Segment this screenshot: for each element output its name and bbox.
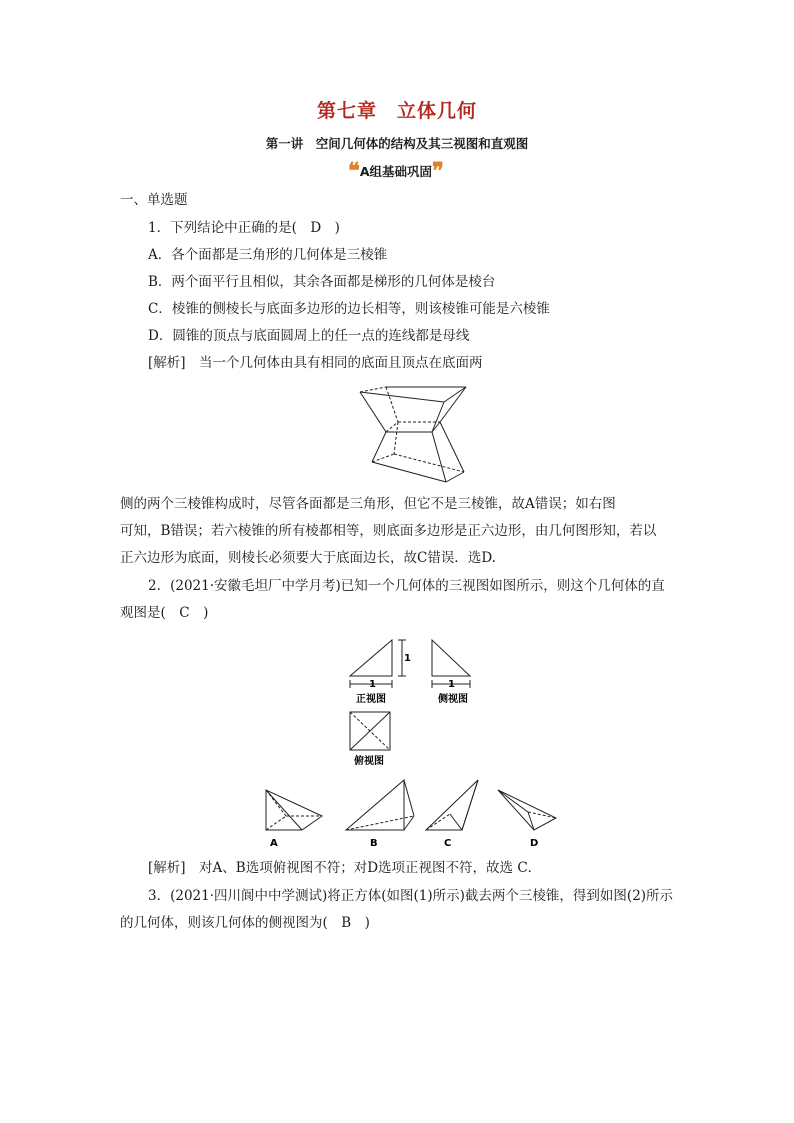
choice-a-label: A — [270, 838, 278, 849]
q1-option-d: D．圆锥的顶点与底面圆周上的任一点的连线都是母线 — [148, 328, 470, 344]
q1-option-b: B．两个面平行且相似，其余各面都是梯形的几何体是棱台 — [148, 274, 496, 290]
choice-b-label: B — [370, 838, 378, 849]
choice-c-label: C — [444, 838, 452, 849]
part-heading: 一、单选题 — [120, 192, 188, 208]
q1-stem: 1．下列结论中正确的是( D ) — [148, 220, 340, 236]
side-view-caption: 侧视图 — [438, 694, 468, 705]
q2-stem-line1: 2．(2021·安徽毛坦厂中学月考)已知一个几何体的三视图如图所示，则这个几何体的直 — [148, 578, 665, 594]
q1-option-a: A．各个面都是三角形的几何体是三棱锥 — [148, 247, 388, 263]
choice-d-label: D — [530, 838, 539, 849]
q2-side-view — [428, 636, 488, 708]
q1-analysis-line2: 侧的两个三棱锥构成时，尽管各面都是三角形，但它不是三棱锥，故A错误；如右图 — [120, 496, 616, 512]
q3-stem-line1: 3．(2021·四川阆中中学测试)将正方体(如图(1)所示)截去两个三棱锥，得到如图(2)所示 — [148, 888, 674, 904]
section-title: 第一讲 空间几何体的结构及其三视图和直观图 — [265, 136, 529, 151]
front-view-height-label: 1 — [404, 653, 411, 664]
top-view-caption: 俯视图 — [354, 756, 384, 767]
q1-option-c: C．棱锥的侧棱长与底面多边形的边长相等，则该棱锥可能是六棱锥 — [148, 301, 550, 317]
q2-choice-b-figure — [342, 776, 416, 848]
close-quote-icon: ❞ — [432, 158, 444, 184]
group-label: A组基础巩固 — [359, 164, 433, 179]
open-quote-icon: ❝ — [348, 158, 360, 184]
q2-top-view — [346, 710, 396, 768]
q1-analysis-line4: 正六边形为底面，则棱长必须要大于底面边长，故C错误．选D. — [120, 550, 496, 566]
q1-solid-figure — [360, 384, 470, 488]
q2-choice-d-figure — [494, 786, 562, 848]
q2-front-view — [342, 636, 412, 708]
q2-choice-a-figure — [262, 786, 330, 848]
chapter-title: 第七章 立体几何 — [316, 100, 477, 122]
side-view-width-label: 1 — [448, 679, 455, 690]
q1-analysis-line1: [解析] 当一个几何体由具有相同的底面且顶点在底面两 — [148, 355, 483, 371]
q2-choice-c-figure — [422, 776, 482, 848]
front-view-width-label: 1 — [369, 679, 376, 690]
q2-stem-line2: 观图是( C ) — [120, 605, 209, 621]
front-view-caption: 正视图 — [356, 694, 386, 705]
q3-stem-line2: 的几何体，则该几何体的侧视图为( B ) — [120, 915, 370, 931]
q1-analysis-line3: 可知，B错误；若六棱锥的所有棱都相等，则底面多边形是正六边形，由几何图形知，若以 — [120, 523, 657, 539]
q2-analysis: [解析] 对A、B选项俯视图不符；对D选项正视图不符，故选 C． — [148, 860, 542, 876]
group-badge — [348, 158, 444, 184]
